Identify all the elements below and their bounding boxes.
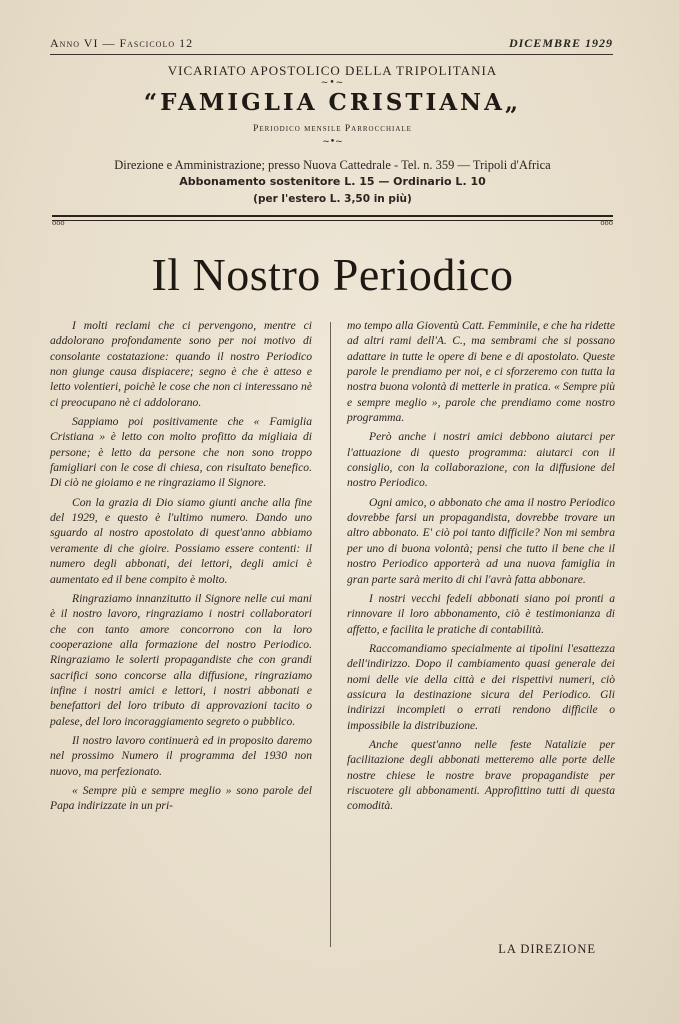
masthead-subtitle: Periodico mensile Parrocchiale (253, 124, 412, 134)
ornament-bottom: ~•~ (322, 137, 343, 147)
paragraph: I molti reclami che ci pervengono, mentre ci addolorano profondamente sono per noi motivo di consolante costatazione: quando il nostro Periodico non giunge causa dispiacere; segno è che è atteso e letto volentieri, poichè le cose che non ci interessano nè ci preocupano nè ci addolorano. (50, 319, 312, 409)
issue-date: DICEMBRE 1929 (508, 36, 613, 50)
address-line: Direzione e Amministrazione; presso Nuova Cattedrale - Tel. n. 359 — Tripoli d'Africa (114, 158, 551, 172)
ornament-top: ~•~ (320, 78, 345, 88)
issue-line (50, 36, 613, 51)
vicariato-line: VICARIATO APOSTOLICO DELLA TRIPOLITANIA (167, 63, 498, 78)
foreign-subscription-line: (per l'estero L. 3,50 in più) (253, 193, 412, 205)
header-rule-thick (52, 215, 613, 217)
paragraph: Però anche i nostri amici debbono aiutarci per l'attuazione di questo programma: aiutarci con il consiglio, con la collaborazione, con la diffusione del nostro Periodico. (347, 430, 615, 490)
issue-number: Anno VI — Fascicolo 12 (50, 36, 194, 50)
paragraph: I nostri vecchi fedeli abbonati siano poi pronti a rinnovare il loro abbonamento, ciò è testimonianza di affetto, e facilita le pratiche di contabilità. (347, 591, 615, 636)
paragraph: Raccomandiamo specialmente ai tipolini l'esattezza dell'indirizzo. Dopo il cambiamento quasi generale dei nomi delle vie della città e dei rispettivi numeri, ciò assicura la destinazione sicura del Periodico. Gli indirizzi incompleti o errati rendono difficile o impossibile la distribuzione. (347, 641, 615, 732)
rule-ornament-left: ooo (52, 219, 65, 227)
paragraph: Ringraziamo innanzitutto il Signore nelle cui mani è il nostro lavoro, ringraziamo i nostri collaboratori che con tanto amore concorrono con la loro cooperazione alla formazione del nostro Periodico. Ringraziamo le solerti propagandiste che con grandi sacrifici sono concorse alla diffusione, ringraziamo infine i nostri amici e lettori, i nostri abbonati e benefattori del loro tributo di approvazioni tacito o palese, del loro incoraggiamento segreto o pubblico. (50, 591, 312, 728)
column-divider (330, 322, 331, 947)
article-title: Il Nostro Periodico (151, 249, 514, 300)
header-rule-thin (52, 220, 613, 221)
masthead-title: “FAMIGLIA CRISTIANA„ (143, 89, 522, 116)
paragraph: Ogni amico, o abbonato che ama il nostro Periodico dovrebbe farsi un propagandista, dovrebbe trovare un altro abbonato. E' ciò poi tanto difficile? Non mi sembra per uno di buona volontà; pensi che tutto il bene che il nostro Periodico apporterà ad una nuova famiglia in gran parte sarà merito di chi l'avrà fatta abbonare. (347, 495, 615, 586)
paragraph: Con la grazia di Dio siamo giunti anche alla fine del 1929, e questo è l'ultimo numero. Dando uno sguardo al nostro apostolato di quest'anno abbiamo veramente di che gioire. Possiamo essere contenti: il numero degli abbonati, dei lettori, degli amici è aumentato ed il bene compito è molto. (50, 495, 312, 586)
top-rule (50, 54, 613, 55)
signature: LA DIREZIONE (498, 942, 596, 956)
paragraph: « Sempre più e sempre meglio » sono parole del Papa indirizzate in un pri- (50, 783, 312, 813)
paragraph: Il nostro lavoro continuerà ed in proposito daremo nel prossimo Numero il programma del 1930 non nuovo, ma perfezionato. (50, 733, 312, 778)
paragraph: mo tempo alla Gioventù Catt. Femminile, e che ha ridette ad altri rami dell'A. C., ma sembrami che si possano adattare in tutte le opere di bene e di apostolato. Queste parole le prendiamo per noi, e ci sforzeremo con tutta la nostra buona volontà di metterle in pratica. « Sempre più e sempre meglio », parole che prendiamo come nostro programma. (347, 319, 615, 425)
article-column-right (347, 318, 615, 818)
rule-ornament-right: ooo (600, 219, 613, 227)
paragraph: Sappiamo poi positivamente che « Famiglia Cristiana » è letto con molto profitto da migliaia di persone; è letto da persone che non sono troppo famigliari con le cose di chiesa, con risultato benefico. Di ciò ne gioiamo e ne ringraziamo il Signore. (50, 415, 312, 490)
paragraph: Anche quest'anno nelle feste Natalizie per facilitazione degli abbonati metteremo alle porte delle nostre chiese le nostre brave propagandiste per riscuotere gli abbonamenti. Approfittino tutti di questa comodità. (347, 737, 615, 813)
article-column-left (50, 318, 312, 818)
subscription-line: Abbonamento sostenitore L. 15 — Ordinario L. 10 (179, 175, 486, 188)
